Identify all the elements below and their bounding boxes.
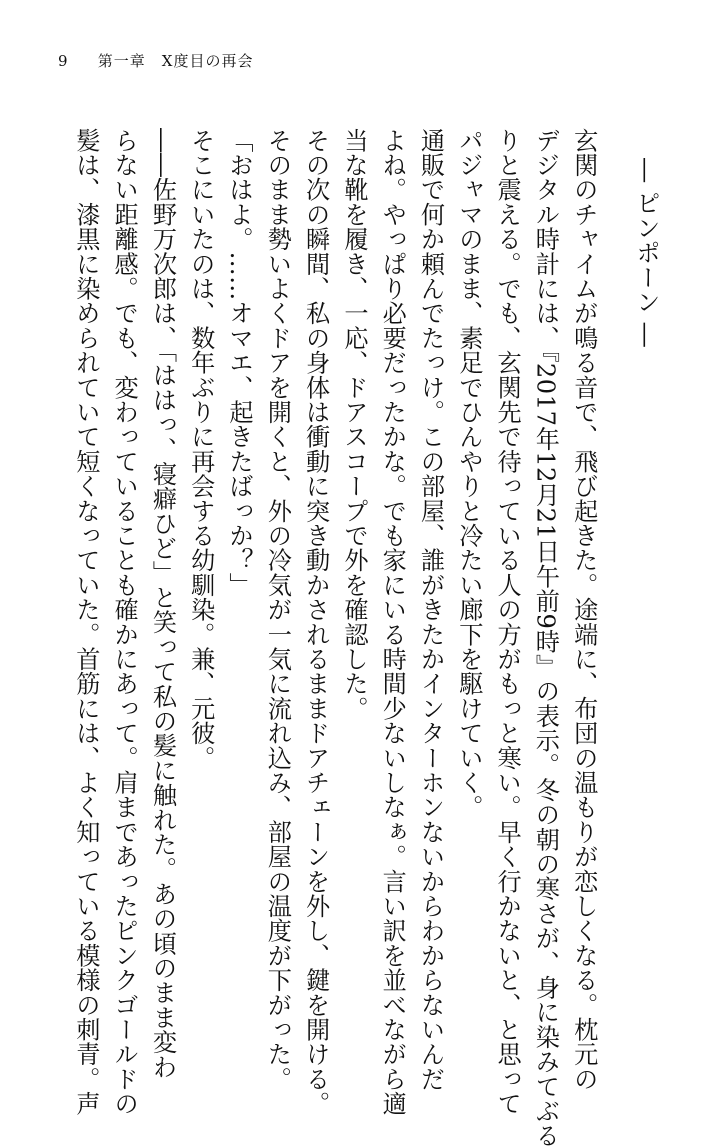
text-line: その次の瞬間、私の身体は衝動に突き動かされるままドアチェーンを外し、鍵を開ける。 [301,128,330,1116]
text-line: 当な靴を履き、一応、ドアスコープで外を確認した。 [339,128,368,721]
dialogue-line: 「おはよ。……オマエ、起きたばっか？」 [225,128,254,598]
text-line: デジタル時計には、『2017年12月21日午前9時』の表示。冬の朝の寒さが、身に染みてぶる [531,128,560,1148]
text-line: りと震える。でも、玄関先で待っている人の方がもっと寒い。早く行かないと、と思って [493,128,522,1116]
page-number: 9 [58,52,69,70]
text-line: よね。やっぱり必要だったかな。でも家にいる時間少ないしなぁ。言い訳を並べながら適 [378,128,407,1116]
text-line: らない距離感。でも、変わっていることも確かにあって。肩まであったピンクゴールドの [110,128,139,1116]
running-header [58,50,253,71]
vertical-body-text [25,128,665,1148]
text-line: 玄関のチャイムが鳴る音で、飛び起きた。途端に、布団の温もりが恋しくなる。枕元の [569,128,598,1092]
chapter-title: 第一章 X度目の再会 [97,52,254,70]
text-line: そのまま勢いよくドアを開くと、外の冷気が一気に流れ込み、部屋の温度が下がった。 [263,128,292,1092]
text-line: ――佐野万次郎は、「ははっ、寝癖ひど」と笑って私の髪に触れた。あの頃のまま変わ [148,128,177,1080]
text-line: 通販で何か頼んでたっけ。この部屋、誰がきたかインターホンないからわからないんだ [416,128,445,1092]
text-line: パジャマのまま、素足でひんやりと冷たい廊下を駆けていく。 [454,128,483,820]
blank-line [603,128,627,998]
text-line: 髪は、漆黒に染められていて短くなっていた。首筋には、よく知っている模様の刺青。声 [71,128,100,1116]
sound-effect-line: ― ピンポーン ― [632,158,660,348]
text-line: そこにいたのは、数年ぶりに再会する幼馴染。兼、元彼。 [186,128,215,771]
